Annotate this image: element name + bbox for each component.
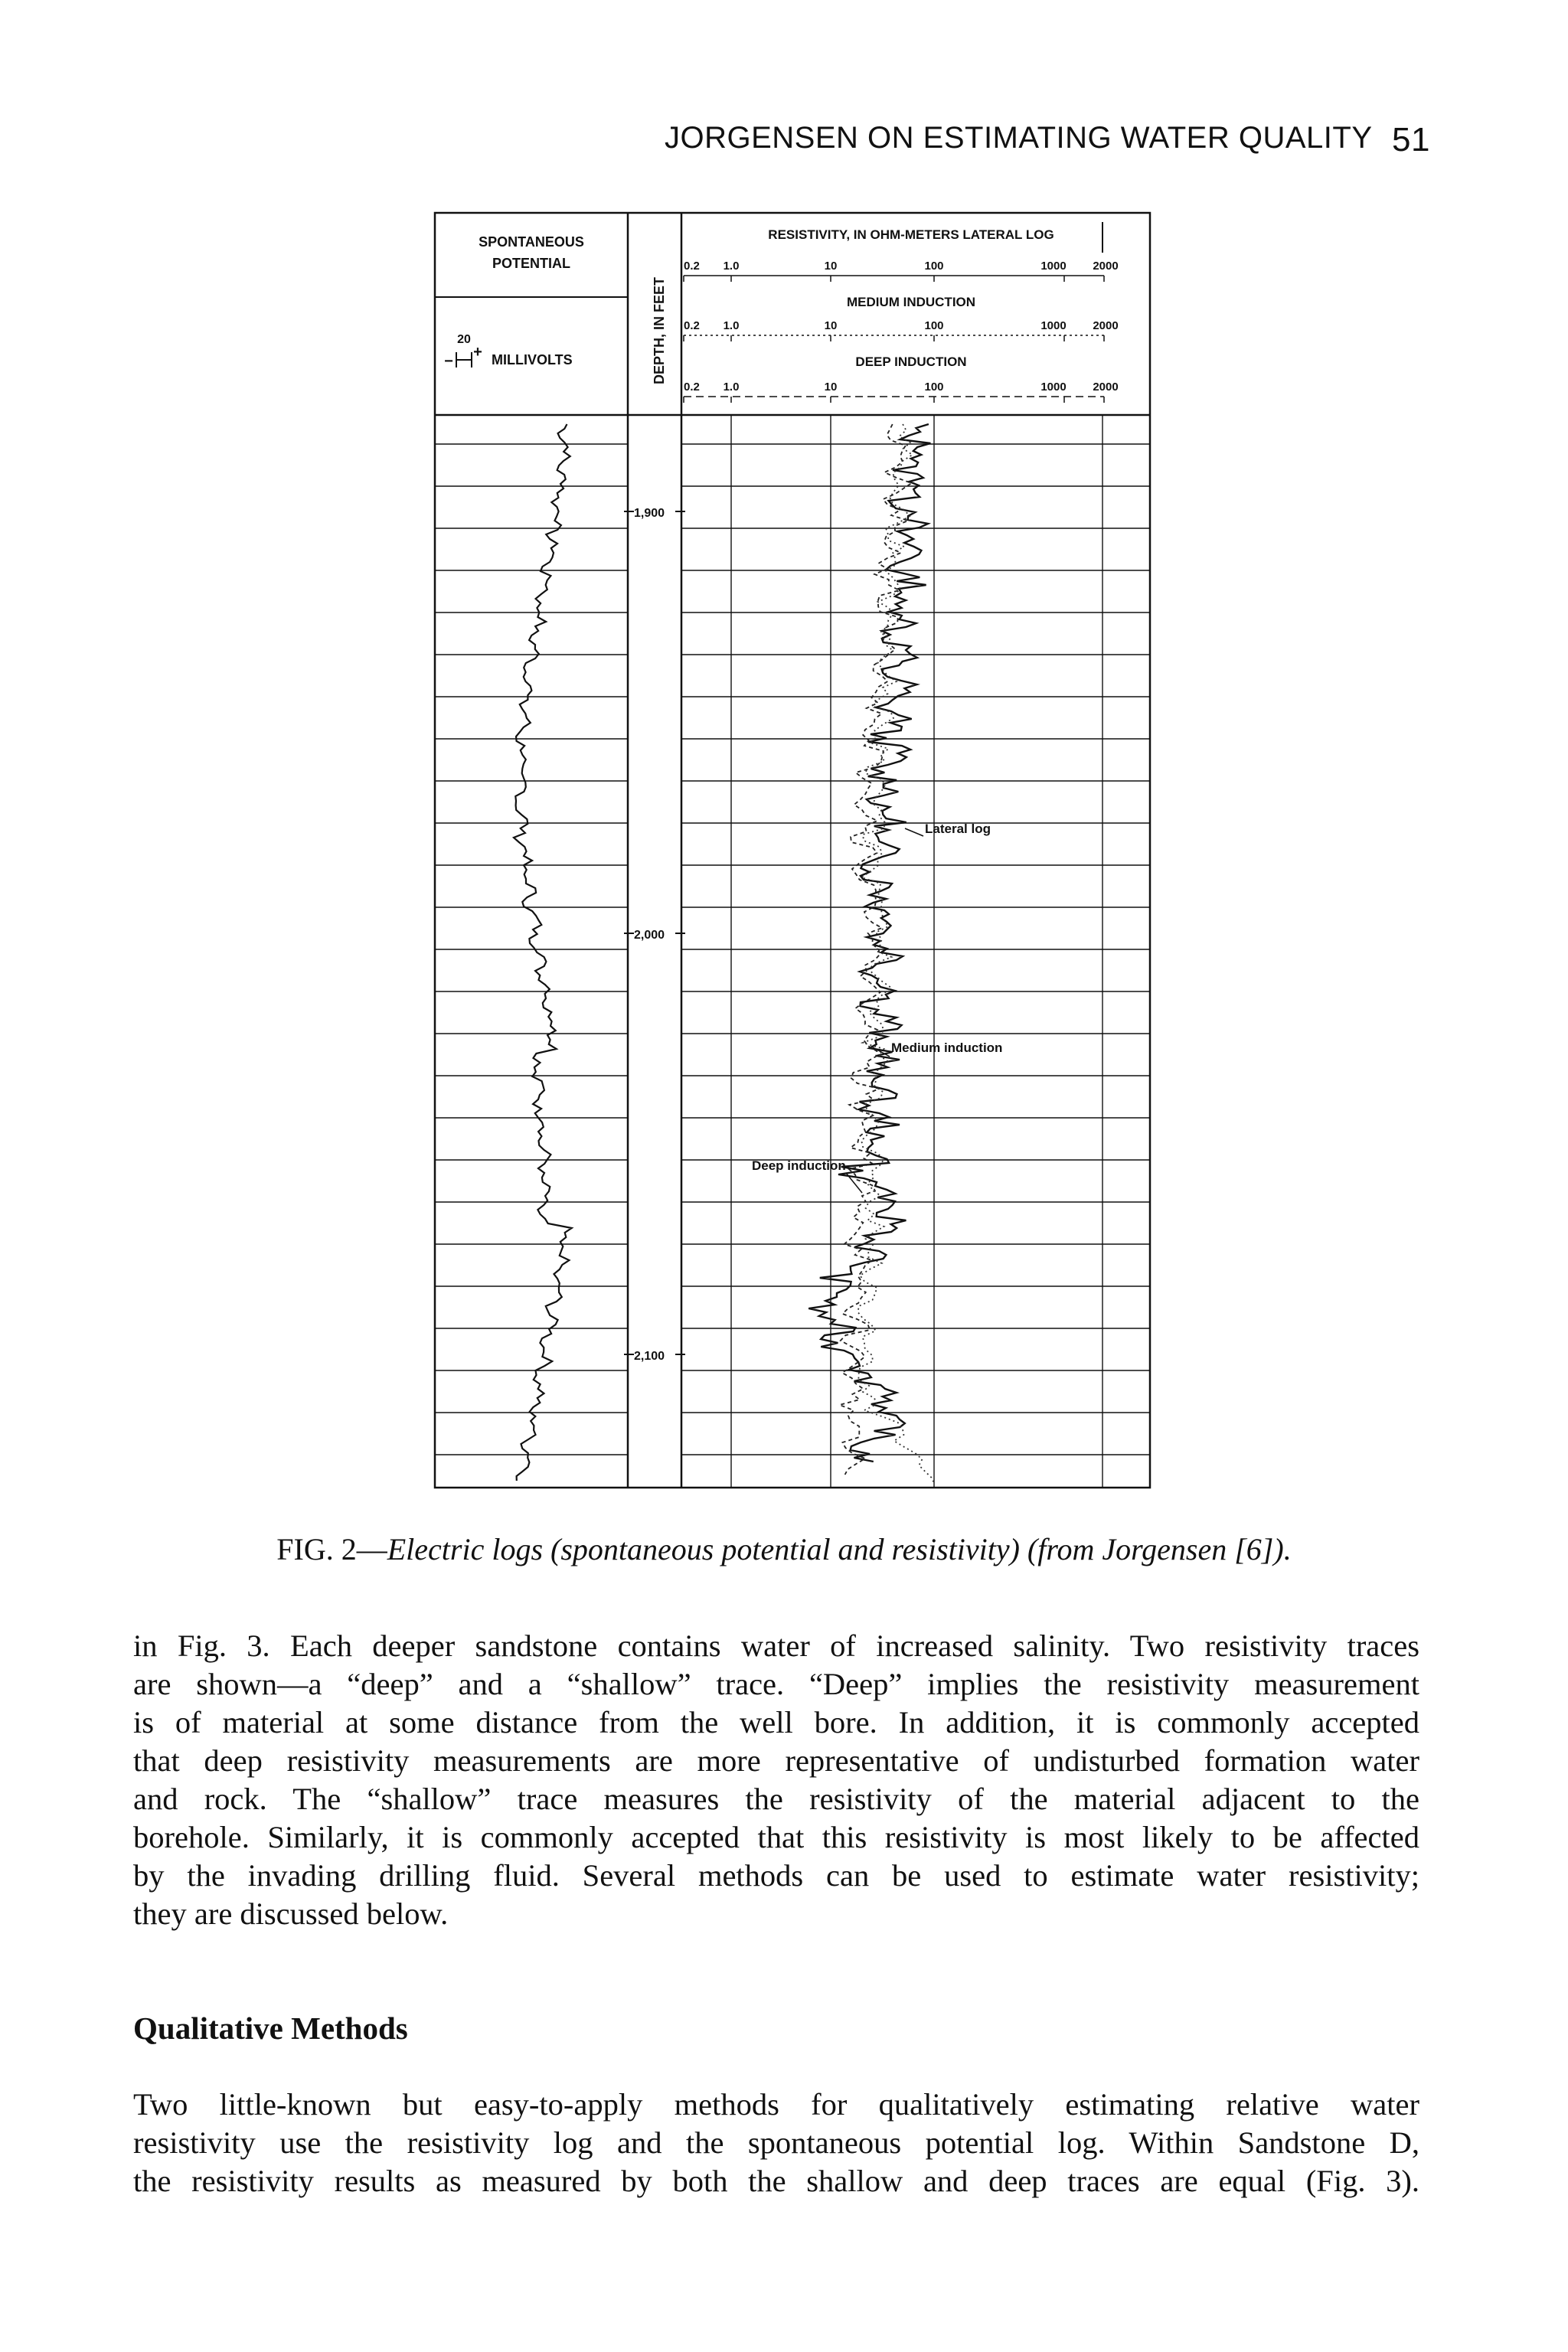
sp-units: MILLIVOLTS — [492, 352, 573, 368]
scale-tick-label: 10 — [824, 319, 838, 332]
electric-log-chart — [429, 207, 1156, 1493]
paragraph-line: borehole. Similarly, it is commonly accepted that this resistivity is most likely to be affected — [133, 1820, 1419, 1854]
deep-scale-row — [684, 381, 1119, 403]
sp-scale-value: 20 — [457, 333, 471, 346]
log-frame — [435, 213, 1150, 1488]
figure-caption — [0, 1531, 1568, 1567]
scale-tick-label: 1.0 — [723, 381, 740, 394]
log-grid — [435, 415, 1150, 1488]
annotation-deep-text: Deep induction — [752, 1158, 846, 1173]
depth-label-2100: 2,100 — [634, 1350, 665, 1363]
page-number: 51 — [1392, 121, 1430, 158]
scale-tick-label: 2000 — [1093, 319, 1119, 332]
electric-log-figure — [429, 207, 1156, 1493]
annotation-medium-induction — [873, 1040, 1002, 1057]
scale-tick-label: 100 — [924, 260, 944, 273]
running-title: JORGENSEN ON ESTIMATING WATER QUALITY — [665, 121, 1373, 155]
scale-tick-label: 0.2 — [684, 381, 700, 394]
paragraph-line: that deep resistivity measurements are more representative of undisturbed formation water — [133, 1743, 1419, 1778]
depth-label-2000: 2,000 — [634, 929, 665, 942]
scale-tick-label: 2000 — [1093, 260, 1119, 273]
scale-tick-label: 1.0 — [723, 260, 740, 273]
spontaneous-potential-curve — [514, 424, 572, 1481]
paragraph-line: they are discussed below. — [133, 1896, 449, 1931]
scale-tick-label: 0.2 — [684, 260, 700, 273]
scale-tick-label: 10 — [824, 381, 838, 394]
sp-scale-bar — [456, 352, 472, 368]
scale-tick-label: 2000 — [1093, 381, 1119, 394]
caption-number: FIG. 2— — [276, 1532, 387, 1566]
scale-tick-label: 1.0 — [723, 319, 740, 332]
caption-text: Electric logs (spontaneous potential and resistivity) (from Jorgensen [6]). — [387, 1532, 1292, 1566]
scale-tick-label: 100 — [924, 381, 944, 394]
scale-tick-label: 1000 — [1040, 319, 1067, 332]
scale-tick-label: 1000 — [1040, 381, 1067, 394]
paragraph-line: are shown—a “deep” and a “shallow” trace. “Deep” implies the resistivity measurement — [133, 1667, 1419, 1701]
paragraph-line: in Fig. 3. Each deeper sandstone contains water of increased salinity. Two resistivity traces — [133, 1628, 1419, 1663]
annotation-lateral-text: Lateral log — [925, 822, 991, 836]
sp-header-line1: SPONTANEOUS — [479, 234, 584, 250]
medium-scale-row — [684, 319, 1119, 341]
paragraph-line: Two little-known but easy-to-apply methods for qualitatively estimating relative water — [133, 2087, 1419, 2122]
lateral-log-curve — [808, 424, 930, 1462]
depth-header: DEPTH, IN FEET — [652, 276, 667, 384]
paragraph-2 — [133, 2086, 1419, 2200]
paragraph-line: and rock. The “shallow” trace measures the resistivity of the material adjacent to the — [133, 1782, 1419, 1816]
resistivity-title: RESISTIVITY, IN OHM-METERS LATERAL LOG — [768, 227, 1054, 242]
deep-induction-title: DEEP INDUCTION — [855, 354, 967, 369]
depth-label-1900: 1,900 — [634, 507, 665, 520]
section-heading: Qualitative Methods — [133, 2011, 408, 2046]
annotation-lateral-log — [905, 822, 991, 836]
sp-scale-minus: − — [444, 353, 453, 370]
lateral-scale-row — [684, 260, 1119, 282]
scale-tick-label: 10 — [824, 260, 838, 273]
scale-tick-label: 100 — [924, 319, 944, 332]
paragraph-line: resistivity use the resistivity log and the spontaneous potential log. Within Sandstone D, — [133, 2125, 1419, 2160]
sp-scale-plus: + — [473, 344, 482, 361]
paragraph-line: the resistivity results as measured by both the shallow and deep traces are equal (Fig. 3). — [133, 2164, 1419, 2198]
annotation-medium-text: Medium induction — [891, 1040, 1003, 1055]
paragraph-line: is of material at some distance from the well bore. In addition, it is commonly accepted — [133, 1705, 1419, 1740]
running-header — [665, 121, 1430, 167]
paragraph-line: by the invading drilling fluid. Several methods can be used to estimate water resistivity; — [133, 1858, 1419, 1893]
sp-header-line2: POTENTIAL — [492, 256, 570, 271]
scale-tick-label: 1000 — [1040, 260, 1067, 273]
scale-tick-label: 0.2 — [684, 319, 700, 332]
medium-induction-title: MEDIUM INDUCTION — [846, 295, 976, 309]
deep-induction-curve — [858, 424, 935, 1484]
paragraph-1 — [133, 1627, 1419, 1933]
